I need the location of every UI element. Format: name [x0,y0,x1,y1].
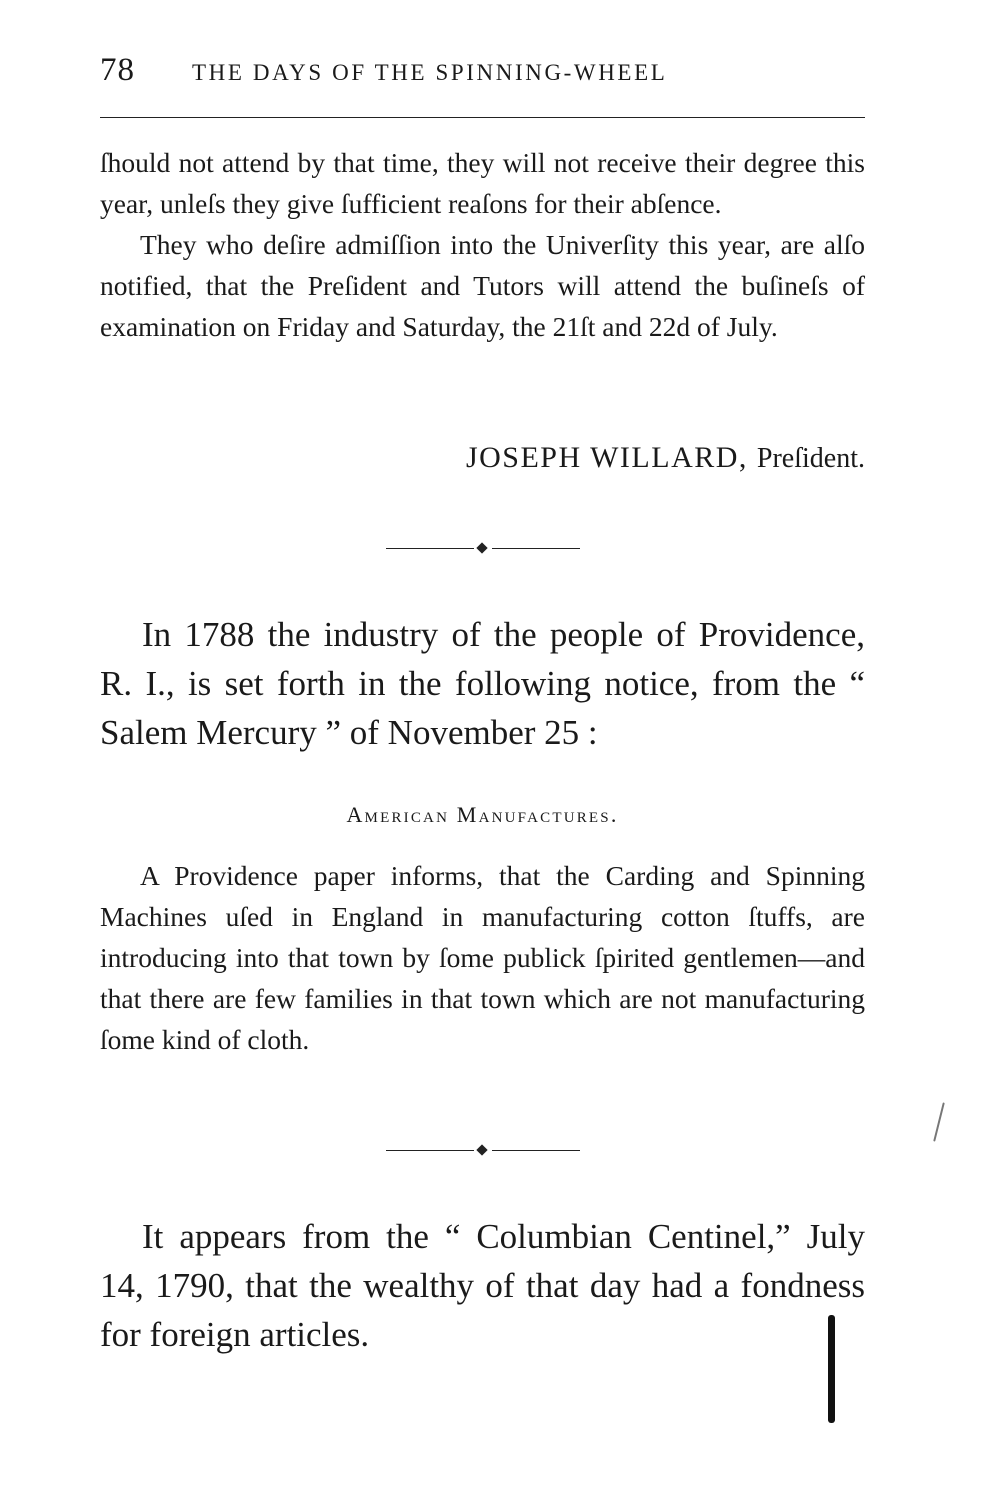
signature-title: Preſident. [756,443,865,474]
section-divider-ornament-2 [386,1145,580,1157]
section-divider-ornament [386,543,580,555]
providence-quote-block [100,855,865,1060]
header-rule [100,117,865,118]
providence-intro-block [100,610,865,757]
notice-paragraph-1: ſhould not attend by that time, they will not receive their degree this year, unleſs they give ſufficient reaſons for their abſence. [100,147,865,219]
american-manufactures-heading: American Manufactures. [346,802,619,827]
running-title: THE DAYS OF THE SPINNING-WHEEL [192,60,668,85]
providence-quote: A Providence paper informs, that the Carding and Spinning Machines uſed in England in manufacturing cotton ſtuffs, are introducing into that town by ſome publick ſpirited gentlemen—and that there are few families in that town which are not manufacturing ſome kind of cloth. [100,860,865,1055]
notice-paragraph-2: They who deſire admiſſion into the Univerſity this year, are alſo notified, that the Preſident and Tutors will attend the buſineſs of examination on Friday and Saturday, the 21ſt and 22d of July. [100,229,865,342]
signature [100,441,865,475]
diamond-ornament-icon [476,542,487,553]
signature-name: JOSEPH WILLARD, [465,441,748,474]
scan-artifact-stroke [933,1102,945,1141]
centinel-intro: It appears from the “ Columbian Centinel,” July 14, 1790, that the wealthy of that day had a fondness for foreign articles. [100,1217,865,1354]
scan-artifact-mark [828,1315,835,1423]
providence-intro: In 1788 the industry of the people of Providence, R. I., is set forth in the following notice, from the “ Salem Mercury ” of November 25 : [100,615,865,752]
centinel-intro-block [100,1212,865,1359]
notice-block [100,142,865,347]
diamond-ornament-icon [476,1144,487,1155]
running-head [100,52,865,96]
page-number: 78 [100,52,135,88]
